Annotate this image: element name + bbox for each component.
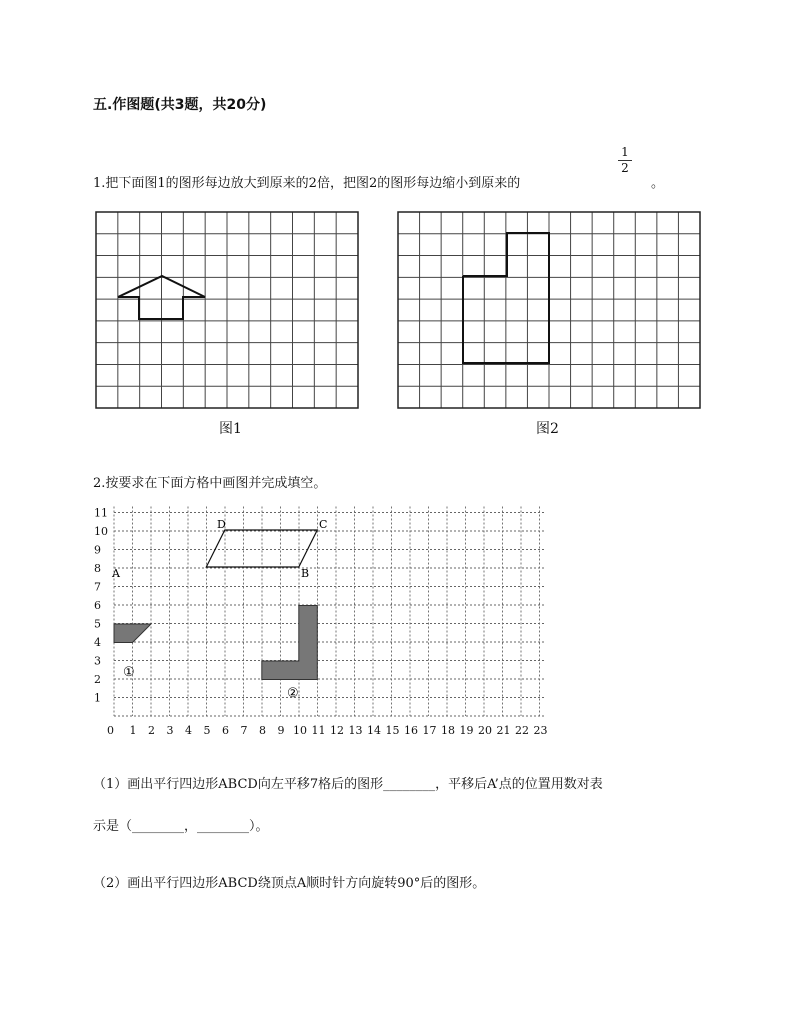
label-shape-1: ① bbox=[123, 665, 135, 680]
x-tick-label: 13 bbox=[348, 724, 363, 737]
q2-sub2: （2）画出平行四边形ABCD绕顶点A顺时针方向旋转90°后的图形。 bbox=[93, 876, 486, 891]
x-tick-label: 9 bbox=[277, 724, 285, 737]
y-tick-label: 3 bbox=[94, 654, 101, 668]
y-tick-label: 4 bbox=[94, 636, 101, 649]
y-tick-label: 6 bbox=[94, 599, 101, 612]
x-tick-label: 12 bbox=[330, 724, 344, 737]
x-tick-label: 11 bbox=[311, 724, 326, 737]
x-tick-label: 17 bbox=[422, 724, 437, 737]
x-tick-label: 10 bbox=[293, 724, 307, 737]
y-tick-label: 1 bbox=[94, 691, 101, 705]
q2-sub1-line1: （1）画出平行四边形ABCD向左平移7格后的图形________，平移后A’点的位置用数对表 bbox=[93, 777, 603, 792]
x-tick-label: 6 bbox=[222, 724, 229, 737]
x-tick-label: 14 bbox=[367, 724, 381, 737]
figure2-grid bbox=[396, 210, 702, 410]
coordinate-grid bbox=[92, 502, 554, 742]
y-tick-label: 2 bbox=[94, 673, 101, 686]
x-tick-label: 4 bbox=[185, 724, 192, 737]
label-c: C bbox=[319, 518, 328, 531]
x-tick-label: 1 bbox=[129, 724, 137, 737]
shape-1-trapezoid bbox=[114, 624, 151, 643]
x-tick-label: 7 bbox=[240, 724, 248, 737]
x-tick-label: 5 bbox=[203, 724, 211, 737]
x-tick-label: 3 bbox=[166, 724, 174, 737]
x-tick-label: 0 bbox=[107, 724, 114, 737]
figure1-caption: 图1 bbox=[219, 421, 242, 437]
x-tick-label: 22 bbox=[515, 724, 529, 737]
x-tick-label: 2 bbox=[148, 724, 155, 737]
q1-prompt: 1.把下面图1的图形每边放大到原来的2倍，把图2的图形每边缩小到原来的 bbox=[93, 176, 521, 191]
y-tick-label: 9 bbox=[94, 543, 101, 557]
q2-text: 2.按要求在下面方格中画图并完成填空。 bbox=[93, 476, 327, 491]
y-tick-label: 11 bbox=[94, 506, 108, 520]
y-tick-label: 5 bbox=[94, 617, 101, 631]
x-tick-label: 16 bbox=[404, 724, 418, 737]
fraction-one-half bbox=[615, 146, 635, 175]
label-a: A bbox=[112, 567, 120, 580]
label-d: D bbox=[217, 518, 226, 531]
fraction-denominator: 2 bbox=[621, 161, 629, 175]
x-tick-label: 21 bbox=[496, 724, 511, 737]
shape-2-l-shape bbox=[262, 606, 318, 680]
x-tick-label: 15 bbox=[385, 724, 400, 737]
x-tick-label: 19 bbox=[459, 724, 474, 737]
q2-sub1-line2: 示是（________，________）。 bbox=[93, 819, 269, 834]
x-tick-label: 18 bbox=[441, 724, 455, 737]
y-tick-label: 10 bbox=[94, 525, 108, 538]
label-b: B bbox=[301, 567, 310, 580]
q1-period: 。 bbox=[651, 176, 665, 191]
q1-text bbox=[93, 172, 520, 191]
figure2-caption: 图2 bbox=[536, 421, 559, 437]
label-shape-2: ② bbox=[287, 686, 299, 701]
x-tick-label: 20 bbox=[478, 724, 492, 737]
fraction-numerator: 1 bbox=[621, 145, 629, 159]
x-tick-label: 23 bbox=[533, 724, 548, 737]
y-tick-label: 7 bbox=[94, 580, 101, 594]
figure1-grid bbox=[94, 210, 360, 410]
y-tick-label: 8 bbox=[94, 562, 101, 575]
section-heading: 五.作图题(共3题，共20分) bbox=[93, 97, 267, 113]
x-tick-label: 8 bbox=[259, 724, 266, 737]
